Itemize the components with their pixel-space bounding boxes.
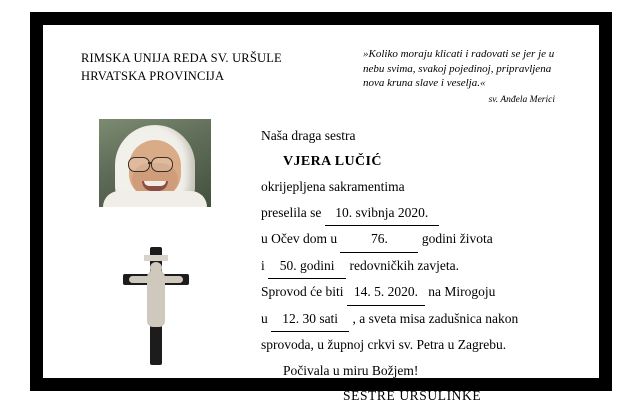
eyeglass-bridge: [148, 162, 152, 164]
portrait-photo: [99, 119, 211, 207]
vows-line: [255, 253, 565, 280]
vows-suffix: redovničkih zavjeta.: [349, 257, 459, 273]
passing-date-field: 10. svibnja 2020.: [325, 200, 439, 227]
passing-label: preselila se: [261, 204, 322, 220]
time-prefix: u: [261, 310, 268, 326]
mass-location-line: sprovoda, u župnoj crkvi sv. Petra u Zagrebu.: [261, 337, 507, 352]
sacraments-line: okrijepljena sakramentima: [261, 179, 405, 194]
funeral-time-field: 12. 30 sati: [271, 306, 349, 333]
vows-field: 50. godini: [268, 253, 346, 280]
epigraph-quote: [363, 47, 563, 107]
card-content: [45, 27, 597, 403]
age-prefix: u Očev dom u: [261, 231, 338, 246]
vows-prefix: i: [261, 257, 265, 273]
funeral-date-field: 14. 5. 2020.: [347, 279, 425, 306]
cross-titulus: [144, 255, 168, 261]
eyeglass-left: [128, 157, 150, 172]
blessing-line: Počivala u miru Božjem!: [283, 362, 419, 378]
funeral-line: [255, 279, 565, 306]
age-suffix: godini života: [421, 231, 493, 246]
organization-name: [81, 49, 371, 85]
left-column: [99, 119, 229, 207]
teeth-shape: [144, 181, 166, 186]
organization-line-2: HRVATSKA PROVINCIJA: [81, 69, 225, 83]
deceased-name: VJERA LUČIĆ: [283, 153, 382, 169]
organization-line-1: RIMSKA UNIJA REDA SV. URŠULE: [81, 51, 282, 65]
age-line: [255, 226, 565, 253]
age-field: 76.: [340, 226, 418, 253]
funeral-place: na Mirogoju: [428, 284, 496, 299]
crucifix-icon: [117, 247, 195, 365]
corpus-body: [147, 269, 165, 327]
obituary-body: [255, 123, 565, 409]
card-header: [45, 49, 597, 119]
funeral-time-line: [255, 306, 565, 333]
mass-text: , a sveta misa zadušnica nakon: [352, 310, 519, 326]
quote-text: »Koliko moraju klicati i radovati se jer je u nebu svima, svakoj pojedinoj, pripravljena nova kruna slave i veselja.«: [363, 48, 555, 89]
intro-line: Naša draga sestra: [261, 128, 356, 143]
quote-attribution: sv. Anđela Merici: [488, 94, 555, 105]
eyeglass-right: [151, 157, 173, 172]
shoulder-shape: [103, 191, 207, 207]
signature-line: SESTRE URŠULINKE: [343, 388, 482, 403]
funeral-prefix: Sprovod će biti: [261, 284, 344, 299]
passing-line: [255, 200, 565, 227]
